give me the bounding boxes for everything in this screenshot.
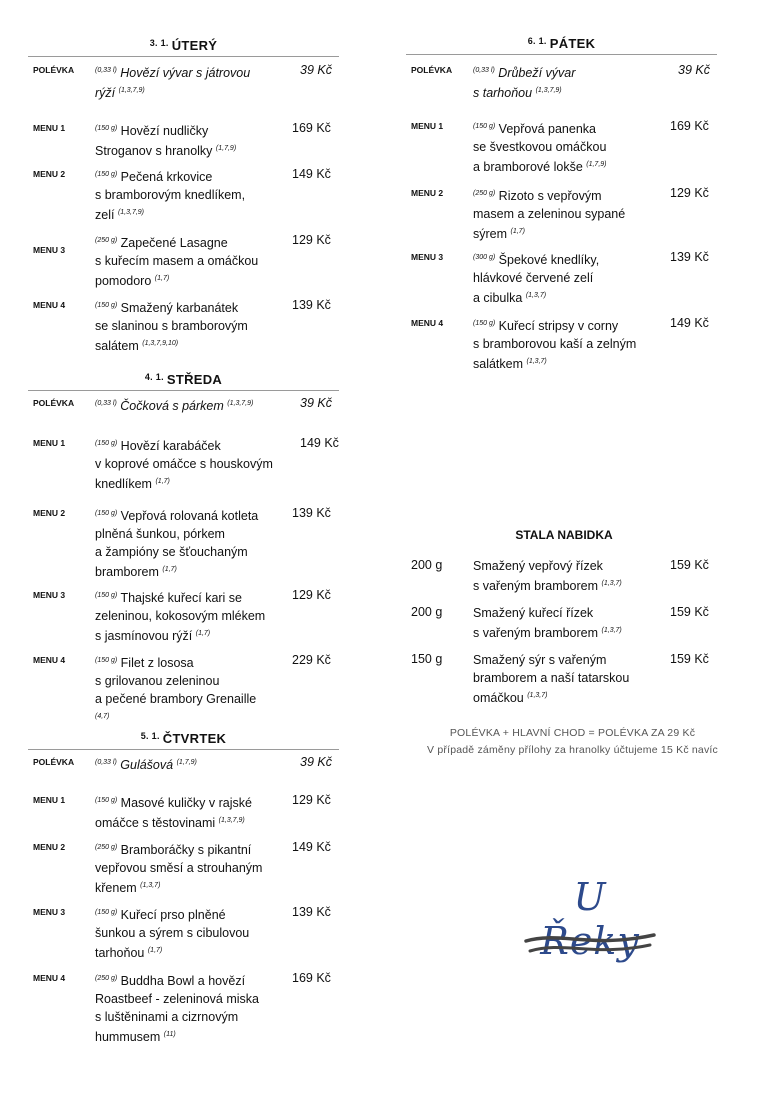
menu-label: MENU 4	[33, 973, 66, 983]
day-name: ČTVRTEK	[162, 731, 227, 746]
menu-label: MENU 2	[411, 188, 444, 198]
menu-desc: $^{(150 g)}$ Thajské kuřecí kari se zeleninou, kokosovým mlékem s jasmínovou rýží $^{(1,7)}$	[95, 591, 266, 643]
stala-desc: Smažený vepřový řízek s vařeným bramborem $^{(1,3,7)}$	[473, 559, 622, 593]
menu-desc: $^{(250 g)}$ Zapečené Lasagne s kuřecím masem a omáčkou pomodoro $^{(1,7)}$	[95, 236, 259, 288]
menu-desc: $^{(250 g)}$ Buddha Bowl a hovězí Roastbeef - zeleninová miska s luštěninami a cizrnovým hummusem $^{(11)}$	[95, 974, 259, 1044]
menu-label: MENU 1	[411, 121, 444, 131]
stala-desc: Smažený sýr s vařeným bramborem a naší tatarskou omáčkou $^{(1,3,7)}$	[473, 653, 630, 705]
menu-label: MENU 1	[33, 795, 66, 805]
day-date: 4. 1.	[144, 372, 164, 382]
stala-weight: 200 g	[411, 605, 443, 619]
section-ctvrtek	[33, 0, 339, 1100]
menu-label: MENU 3	[33, 590, 66, 600]
menu-desc: $^{(150 g)}$ Vepřová panenka se švestkovou omáčkou a bramborové lokše $^{(1,7,9)}$	[473, 122, 607, 174]
stala-price: 159 Kč	[670, 558, 709, 572]
soup-label: POLÉVKA	[411, 65, 453, 75]
menu-price: 139 Kč	[292, 298, 331, 312]
menu-label: MENU 4	[33, 655, 66, 665]
menu-price: 169 Kč	[292, 121, 331, 135]
menu-price: 129 Kč	[670, 186, 709, 200]
menu-desc: $^{(150 g)}$ Hovězí karabáček v koprové omáčce s houskovým knedlíkem $^{(1,7)}$	[95, 439, 273, 491]
soup-label: POLÉVKA	[33, 398, 75, 408]
day-date: 6. 1.	[527, 36, 547, 46]
soup-desc: $^{(0,33 l)}$ Hovězí vývar s játrovou rýží $^{(1,3,7,9)}$	[95, 66, 251, 100]
menu-desc: $^{(150 g)}$ Filet z lososa s grilovanou zeleninou a pečené brambory Grenaille $^{(4,7)}$	[95, 656, 257, 720]
stala-weight: 200 g	[411, 558, 443, 572]
logo	[520, 875, 660, 963]
menu-desc: $^{(150 g)}$ Smažený karbanátek se slaninou s bramborovým salátem $^{(1,3,7,9,10)}$	[95, 301, 248, 353]
wave-icon	[520, 927, 660, 957]
menu-price: 149 Kč	[292, 167, 331, 181]
menu-label: MENU 2	[33, 842, 66, 852]
menu-label: MENU 1	[33, 438, 66, 448]
soup-desc: $^{(0,33 l)}$ Čočková s párkem $^{(1,3,7,9)}$	[95, 399, 254, 413]
soup-price: 39 Kč	[678, 63, 710, 77]
menu-label: MENU 4	[33, 300, 66, 310]
menu-price: 169 Kč	[670, 119, 709, 133]
menu-desc: $^{(150 g)}$ Kuřecí prso plněné šunkou a sýrem s cibulovou tarhoňou $^{(1,7)}$	[95, 908, 250, 960]
stala-title: STALA NABIDKA	[515, 528, 613, 542]
soup-label: POLÉVKA	[33, 757, 75, 767]
menu-price: 139 Kč	[292, 905, 331, 919]
menu-label: MENU 3	[33, 245, 66, 255]
menu-label: MENU 3	[411, 252, 444, 262]
soup-desc: $^{(0,33 l)}$ Gulášová $^{(1,7,9)}$	[95, 758, 197, 772]
menu-price: 139 Kč	[670, 250, 709, 264]
day-name: PÁTEK	[549, 36, 596, 51]
menu-label: MENU 2	[33, 169, 66, 179]
day-date: 5. 1.	[140, 731, 160, 741]
footer-line-2: V případě záměny přílohy za hranolky účtujeme 15 Kč navíc	[427, 744, 718, 756]
logo-text: U Řeky	[540, 875, 640, 963]
menu-price: 149 Kč	[300, 436, 339, 450]
soup-price: 39 Kč	[300, 755, 332, 769]
menu-price: 139 Kč	[292, 506, 331, 520]
menu-desc: $^{(150 g)}$ Kuřecí stripsy v corny s bramborovou kaší a zelným salátkem $^{(1,3,7)}$	[473, 319, 637, 371]
soup-label: POLÉVKA	[33, 65, 75, 75]
menu-label: MENU 2	[33, 508, 66, 518]
menu-price: 129 Kč	[292, 588, 331, 602]
menu-price: 129 Kč	[292, 233, 331, 247]
menu-desc: $^{(150 g)}$ Vepřová rolovaná kotleta plněná šunkou, pórkem a žampióny se šťouchaným bramborem $^{(1,7)}$	[95, 509, 259, 579]
menu-price: 129 Kč	[292, 793, 331, 807]
soup-desc: $^{(0,33 l)}$ Drůbeží vývar s tarhoňou $^{(1,3,7,9)}$	[473, 66, 576, 100]
soup-price: 39 Kč	[300, 396, 332, 410]
stala-desc: Smažený kuřecí řízek s vařeným bramborem $^{(1,3,7)}$	[473, 606, 622, 640]
menu-desc: $^{(250 g)}$ Bramboráčky s pikantní vepřovou směsí a strouhaným křenem $^{(1,3,7)}$	[95, 843, 263, 895]
menu-label: MENU 3	[33, 907, 66, 917]
soup-price: 39 Kč	[300, 63, 332, 77]
stala-weight: 150 g	[411, 652, 443, 666]
menu-price: 229 Kč	[292, 653, 331, 667]
menu-price: 149 Kč	[292, 840, 331, 854]
menu-price: 149 Kč	[670, 316, 709, 330]
menu-label: MENU 1	[33, 123, 66, 133]
stala-price: 159 Kč	[670, 605, 709, 619]
stala-price: 159 Kč	[670, 652, 709, 666]
menu-desc: $^{(300 g)}$ Špekové knedlíky, hlávkové červené zelí a cibulka $^{(1,3,7)}$	[473, 253, 600, 305]
menu-desc: $^{(250 g)}$ Rizoto s vepřovým masem a zeleninou sypané sýrem $^{(1,7)}$	[473, 189, 626, 241]
footer-note	[400, 725, 745, 759]
footer-line-1: POLÉVKA + HLAVNÍ CHOD = POLÉVKA ZA 29 Kč	[449, 727, 696, 739]
menu-desc: $^{(150 g)}$ Hovězí nudličky Stroganov s hranolky $^{(1,7,9)}$	[95, 124, 237, 158]
day-name: ÚTERÝ	[171, 38, 218, 53]
day-name: STŘEDA	[166, 372, 223, 387]
menu-price: 169 Kč	[292, 971, 331, 985]
menu-desc: $^{(150 g)}$ Masové kuličky v rajské omáčce s těstovinami $^{(1,3,7,9)}$	[95, 796, 252, 830]
day-date: 3. 1.	[149, 38, 169, 48]
menu-desc: $^{(150 g)}$ Pečená krkovice s bramborovým knedlíkem, zelí $^{(1,3,7,9)}$	[95, 170, 246, 222]
menu-label: MENU 4	[411, 318, 444, 328]
